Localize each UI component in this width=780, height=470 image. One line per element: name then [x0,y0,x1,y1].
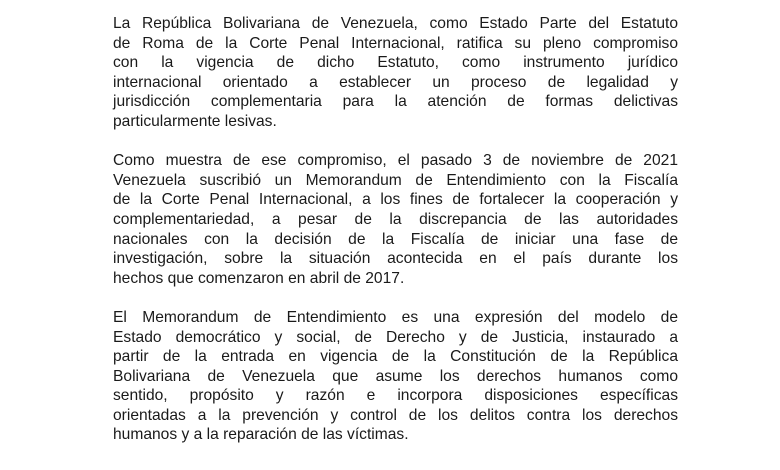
paragraph-3 [113,308,678,445]
text-line: jurisdicción complementaria para la atención de formas delictivas [113,93,678,111]
text-line: humanos y a la reparación de las víctimas. [113,426,409,444]
text-line: Bolivariana de Venezuela que asume los derechos humanos como [113,367,678,385]
text-line: Estado democrático y social, de Derecho y de Justicia, instaurado a [113,328,678,346]
text-line: sentido, propósito y razón e incorpora disposiciones específicas [113,387,678,405]
text-line: investigación, sobre la situación acontecida en el país durante los [113,250,678,268]
text-line: con la vigencia de dicho Estatuto, como instrumento jurídico [113,54,678,72]
text-line: complementariedad, a pesar de la discrepancia de las autoridades [113,210,678,228]
text-line: hechos que comenzaron en abril de 2017. [113,269,405,287]
text-line: El Memorandum de Entendimiento es una expresión del modelo de [113,308,678,326]
text-line: partir de la entrada en vigencia de la Constitución de la República [113,348,678,366]
text-line: Como muestra de ese compromiso, el pasado 3 de noviembre de 2021 [113,152,678,170]
text-line: de la Corte Penal Internacional, a los fines de fortalecer la cooperación y [113,191,678,209]
document-body [113,14,678,465]
text-line: particularmente lesivas. [113,112,277,130]
paragraph-2 [113,151,678,288]
text-line: Venezuela suscribió un Memorandum de Entendimiento con la Fiscalía [113,171,678,189]
paragraph-1 [113,14,678,132]
text-line: de Roma de la Corte Penal Internacional, ratifica su pleno compromiso [113,34,678,52]
text-line: La República Bolivariana de Venezuela, como Estado Parte del Estatuto [113,15,678,32]
text-line: orientadas a la prevención y control de los delitos contra los derechos [113,406,678,424]
text-line: nacionales con la decisión de la Fiscalía de iniciar una fase de [113,230,678,248]
text-line: internacional orientado a establecer un proceso de legalidad y [113,73,678,91]
